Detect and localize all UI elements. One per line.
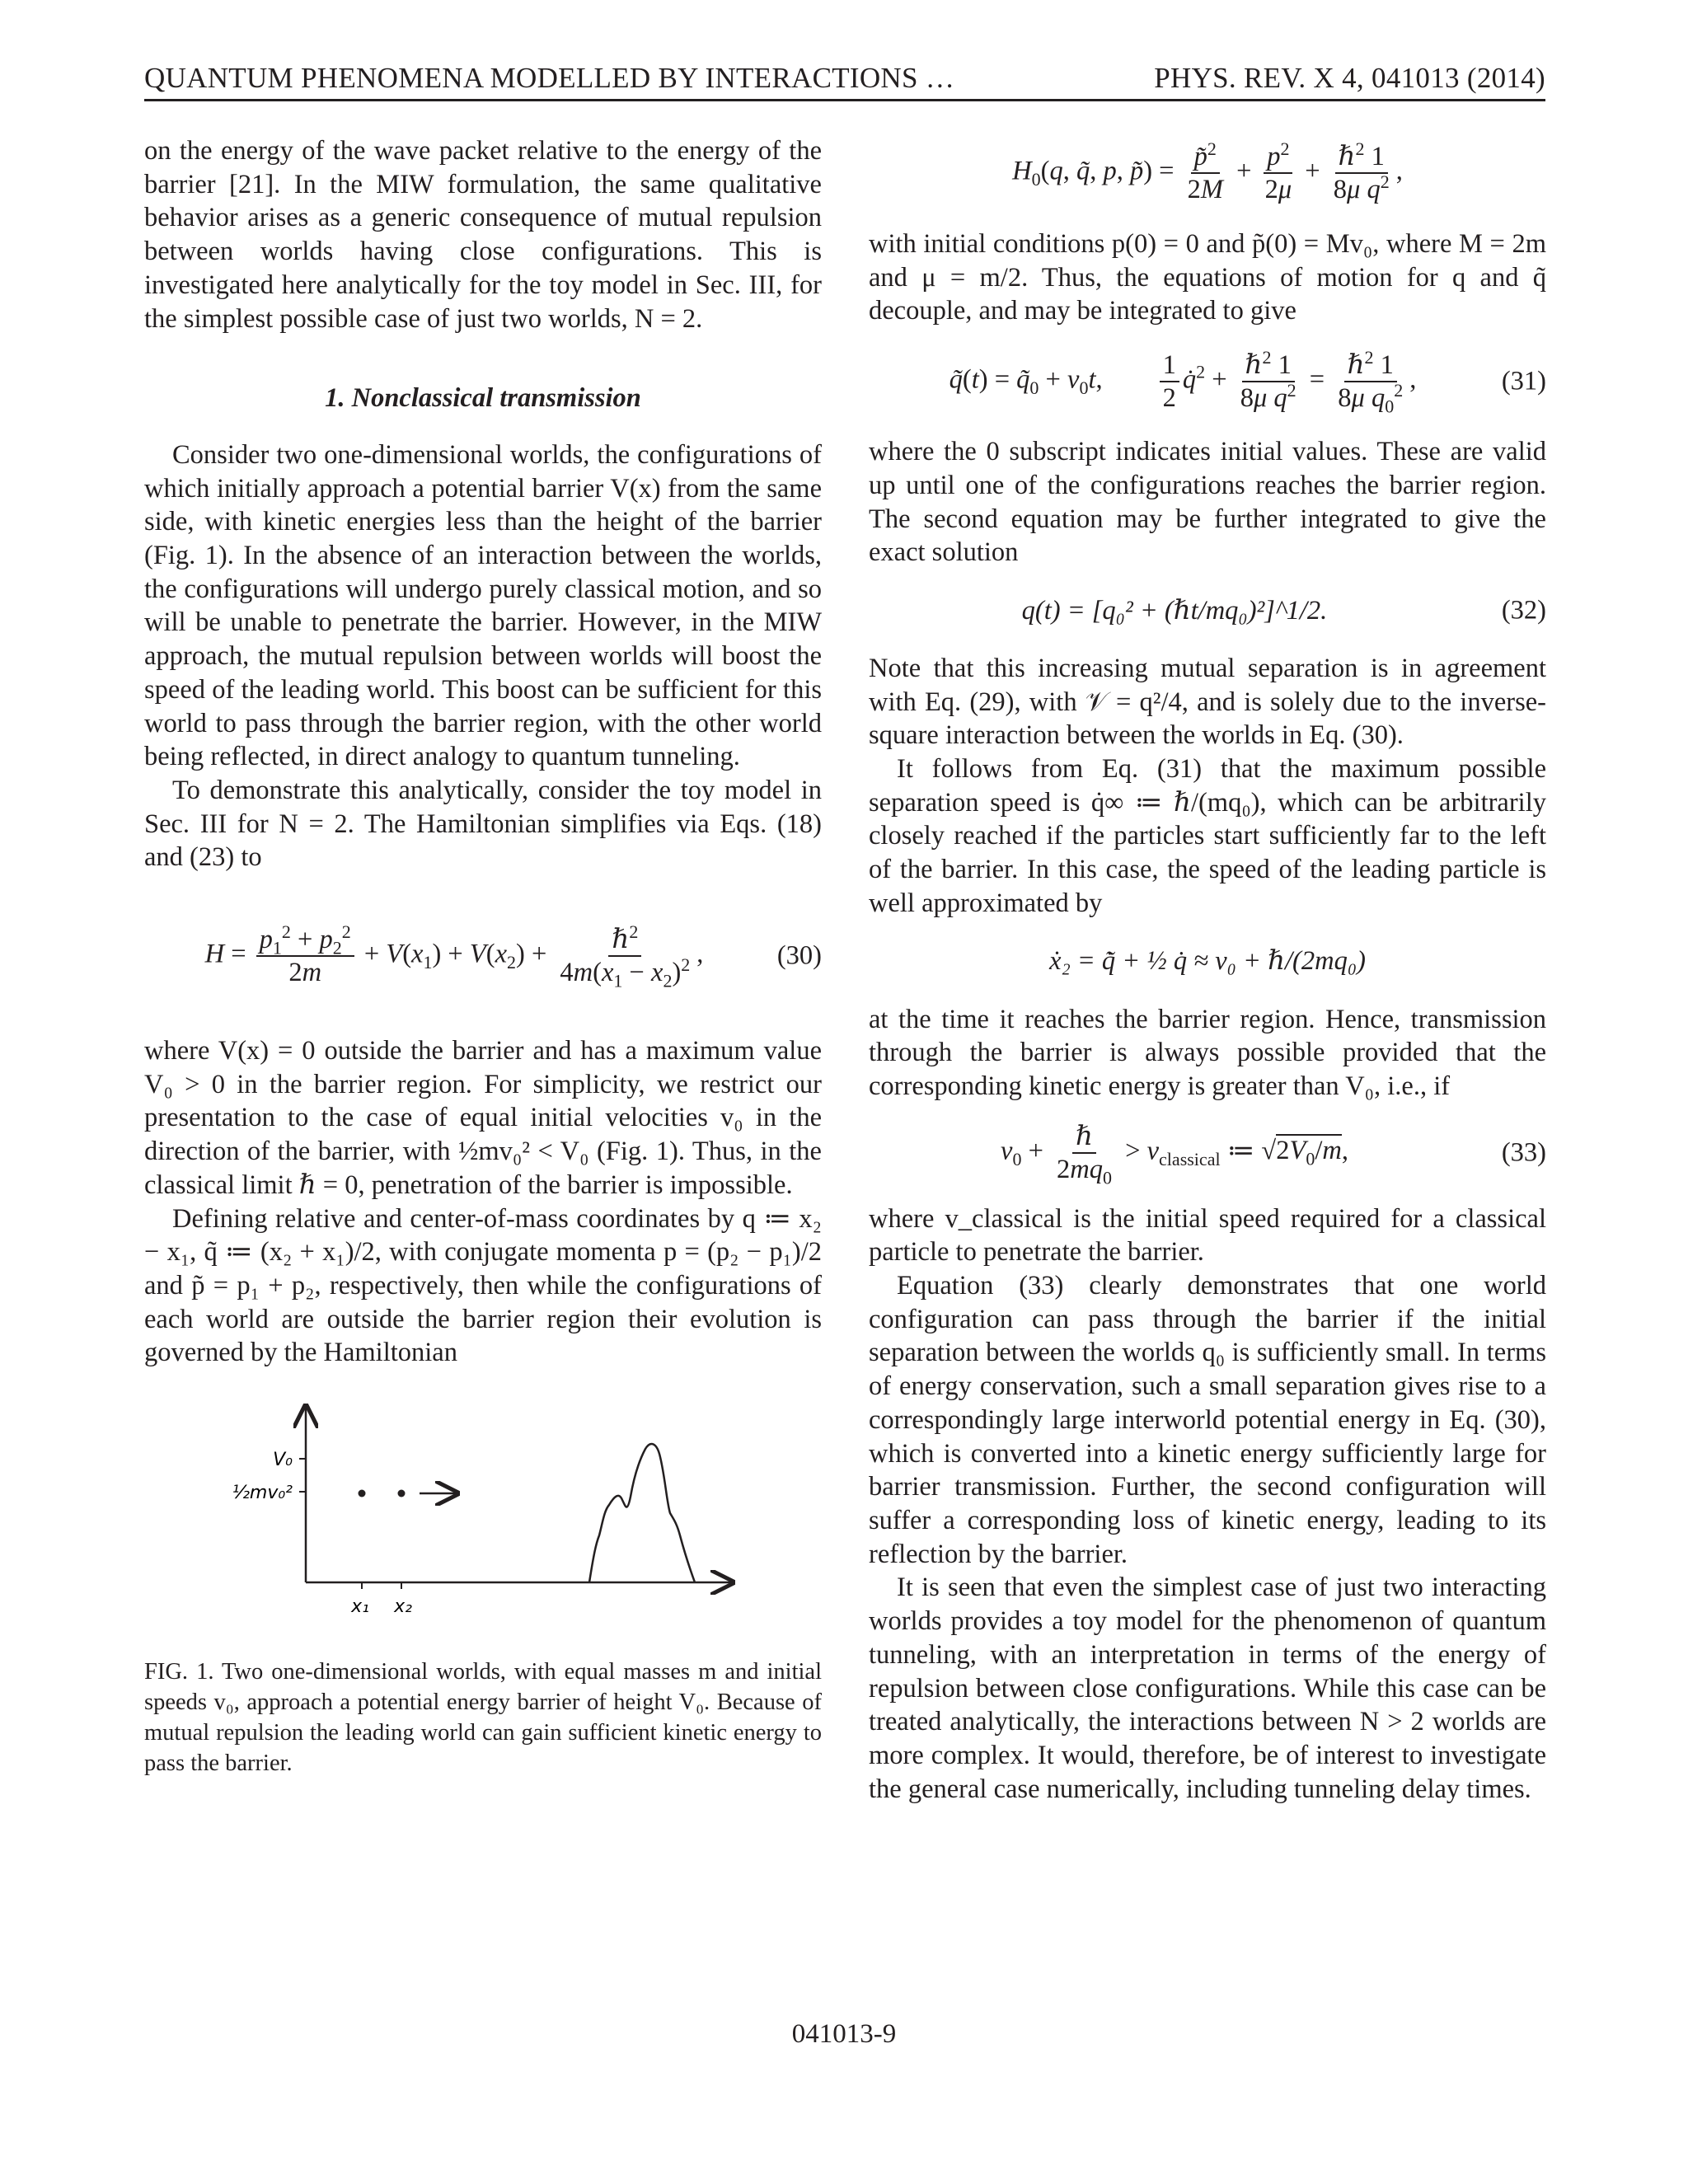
paragraph: where V(x) = 0 outside the barrier and has a maximum value V₀ > 0 in the barrier region. For simplicity, we restrict our presentation to the case of equal initial velocities v₀ in the direction of the barrier, with ½mv₀² < V₀ (Fig. 1). Thus, in the classical limit ℏ = 0, penetration of the barrier is impossible. [144,1036,822,1200]
equation-30 [144,886,822,1026]
barrier-diagram [144,1399,822,1647]
label-x2: x₂ [394,1596,412,1618]
header-journal: PHYS. REV. X 4, 041013 (2014) [1154,62,1545,94]
paragraph: where the 0 subscript indicates initial values. These are valid up until one of the configurations reaches the barrier region. The second equation may be further integrated to give the exact solution [869,437,1546,568]
running-header [144,58,1545,101]
world-2-dot [398,1490,406,1497]
label-v0: V₀ [273,1450,293,1471]
figure-caption: FIG. 1. Two one-dimensional worlds, with equal masses m and initial speeds v₀, approach a potential energy barrier of height V₀. Because of mutual repulsion the leading world can gain sufficient kinetic energy to pass the barrier. [144,1659,822,1777]
paragraph: It is seen that even the simplest case of just two interacting worlds provides a toy model for the phenomenon of quantum tunneling, with an interpretation in terms of the energy of repulsion between close configurations. While this case can be treated analytically, the interactions between N > 2 worlds are more complex. It would, therefore, be of interest to investigate the general case numerically, including tunneling delay times. [869,1572,1546,1804]
equation-32 [869,569,1546,652]
paragraph: at the time it reaches the barrier region. Hence, transmission through the barrier is always possible provided that the corresponding kinetic energy is greater than V₀, i.e., if [869,1004,1546,1101]
equation-31 [869,328,1546,435]
equation-speed [869,921,1546,1003]
equation-number: (33) [1501,1137,1546,1168]
equation-33-body: $v_0$ + $\frac{\text{ℏ}}{2mq_0}$ > $v_{classical}$ ≔ $√2V_0/m$, [1001,1121,1348,1188]
subsection-heading: 1. Nonclassical transmission [325,383,641,414]
paragraph: To demonstrate this analytically, consider the toy model in Sec. III for N = 2. The Hamiltonian simplifies via Eqs. (18) and (23) to [144,775,822,873]
paragraph: with initial conditions p(0) = 0 and p̃(0) = Mv₀, where M = 2m and μ = m/2. Thus, the equations of motion for q and q̃ decouple, and may be integrated to give [869,229,1546,326]
left-column [144,134,822,1779]
equation-h0-body: $H_0(q$, q̃, p, p̃) = $\frac{p̃^2}{2M}$ + $\frac{p^2}{2\mu}$ + $\frac{\hbar^2 1}{8\mu q^2}$ , [1012,138,1403,204]
world-1-dot [359,1490,366,1497]
equation-30-body: H = $\frac{p_1^2 + p_2^2}{2m}$ + $V(x_1) + V(x_2)$ + $\frac{\hbar^2}{4m(x_1 - x_2)^2}$ , [204,921,704,991]
figure-1 [144,1399,822,1647]
paragraph: where v_classical is the initial speed required for a classical particle to penetrate the barrier. [869,1203,1546,1268]
paragraph: Consider two one-dimensional worlds, the configurations of which initially approach a potential barrier V(x) from the same side, with kinetic energies less than the height of the barrier (Fig. 1). In the absence of an interaction between the worlds, the configurations will undergo purely classical motion, and so will be unable to penetrate the barrier. However, in the MIW approach, the mutual repulsion between worlds will boost the speed of the leading world. This boost can be sufficient for this world to pass through the barrier region, with the other world being reflected, in direct analogy to quantum tunneling. [144,439,822,772]
equation-32-body: q(t) = [q₀² + (ℏt/mq₀)²]^1/2. [1021,595,1328,626]
header-title: QUANTUM PHENOMENA MODELLED BY INTERACTIONS … [144,62,955,94]
equation-number: (31) [1501,366,1546,396]
label-x1: x₁ [351,1596,369,1618]
page-number: 041013-9 [791,2019,897,2049]
paragraph: Equation (33) clearly demonstrates that one world configuration can pass through the barrier if the initial separation between the worlds q₀ is sufficiently small. In terms of energy conservation, such a small separation gives rise to a correspondingly large interworld potential energy in Eq. (30), which is converted into a kinetic energy sufficiently large for barrier transmission. Further, the second configuration will suffer a corresponding loss of kinetic energy, leading to its reflection by the barrier. [869,1271,1546,1569]
paragraph: Note that this increasing mutual separation is in agreement with Eq. (29), with 𝒱 = q²/4, and is solely due to the inverse-square interaction between the worlds in Eq. (30). [869,653,1546,751]
equation-number: (32) [1501,595,1546,626]
equation-31-body: q̃(t) = $q̃_0 + v_0t$, $\frac{1}{2}$ q̇$^2$ + $\frac{\hbar^2 1}{8\mu q^2}$ = $\frac{\hbar^2 1}{8\mu q_0^2}$ , [949,347,1417,417]
paragraph: It follows from Eq. (31) that the maximum possible separation speed is q̇∞ ≔ ℏ/(mq₀), which can be arbitrarily closely reached if the particles start sufficiently far to the left of the barrier. In this case, the speed of the leading particle is well approximated by [869,754,1546,918]
right-column [869,134,1546,1806]
label-kinetic: ½mv₀² [232,1483,293,1504]
equation-33 [869,1104,1546,1202]
equation-number: (30) [776,940,822,971]
equation-h0 [869,129,1546,216]
paragraph: Defining relative and center-of-mass coordinates by q ≔ x₂ − x₁, q̃ ≔ (x₂ + x₁)/2, with conjugate momenta p = (p₂ − p₁)/2 and p̃ = p₁ + p₂, respectively, then while the configurations of each world are outside the barrier region their evolution is governed by the Hamiltonian [144,1203,822,1368]
equation-speed-body: ẋ₂ = q̃̇ + ½ q̇ ≈ v₀ + ℏ/(2mq₀) [1049,946,1366,977]
paragraph: on the energy of the wave packet relative to the energy of the barrier [21]. In the MIW formulation, the same qualitative behavior arises as a generic consequence of mutual repulsion between worlds having close configurations. This is investigated here analytically for the toy model in Sec. III, for the simplest possible case of just two worlds, N = 2. [144,136,822,334]
barrier-curve [589,1444,695,1582]
